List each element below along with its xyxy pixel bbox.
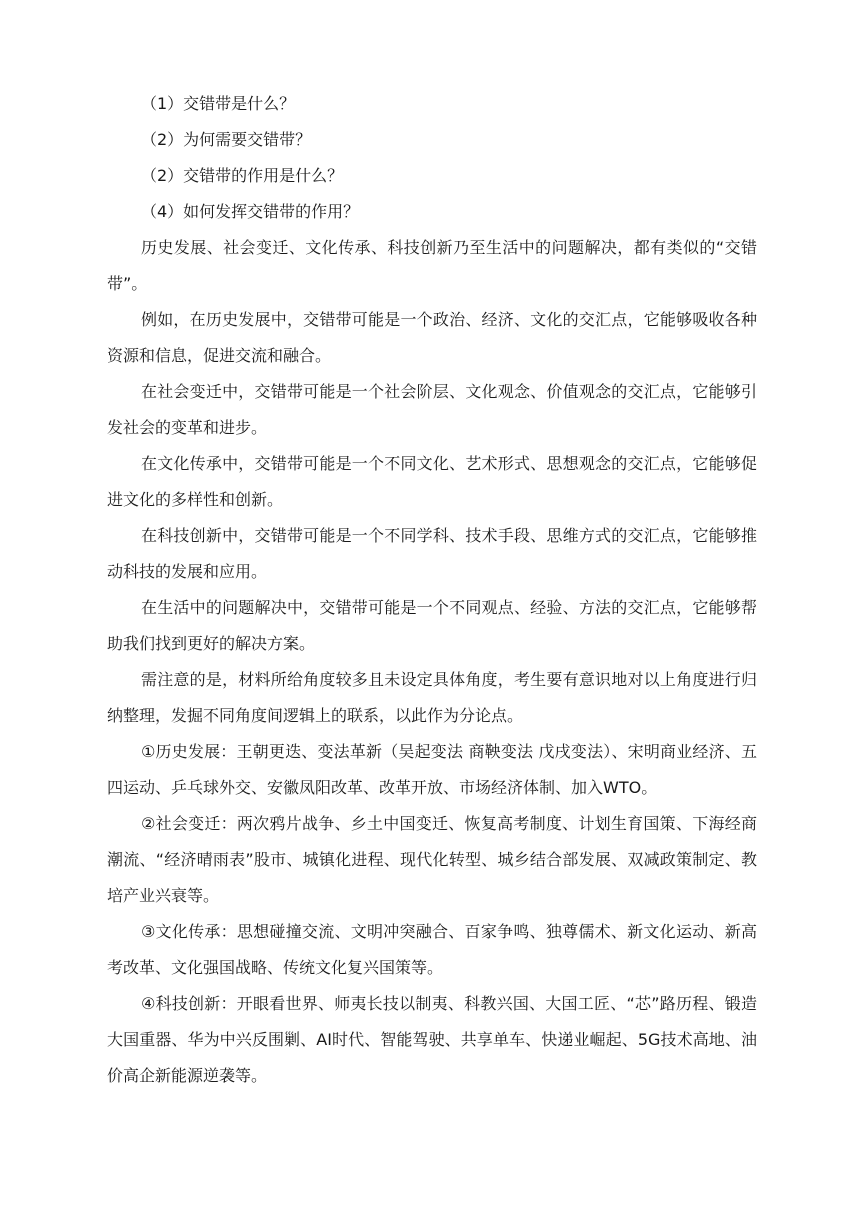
document-page	[107, 86, 757, 1094]
paragraph-point-society: ②社会变迁：两次鸦片战争、乡土中国变迁、恢复高考制度、计划生育国策、下海经商潮流、“经济晴雨表”股市、城镇化进程、现代化转型、城乡结合部发展、双减政策制定、教培产业兴衰等。	[107, 814, 757, 905]
paragraph-social-change: 在社会变迁中，交错带可能是一个社会阶层、文化观念、价值观念的交汇点，它能够引发社会的变革和进步。	[107, 382, 757, 437]
paragraph-point-history: ①历史发展：王朝更迭、变法革新（吴起变法 商鞅变法 戊戌变法）、宋明商业经济、五四运动、乒乓球外交、安徽凤阳改革、改革开放、市场经济体制、加入WTO。	[107, 742, 757, 797]
question-4: （4）如何发挥交错带的作用？	[141, 202, 360, 221]
paragraph-point-culture: ③文化传承：思想碰撞交流、文明冲突融合、百家争鸣、独尊儒术、新文化运动、新高考改革、文化强国战略、传统文化复兴国策等。	[107, 922, 757, 977]
paragraph-cultural-heritage: 在文化传承中，交错带可能是一个不同文化、艺术形式、思想观念的交汇点，它能够促进文化的多样性和创新。	[107, 454, 757, 509]
paragraph-note: 需注意的是，材料所给角度较多且未设定具体角度，考生要有意识地对以上角度进行归纳整理，发掘不同角度间逻辑上的联系，以此作为分论点。	[107, 670, 757, 725]
paragraph-tech-innovation: 在科技创新中，交错带可能是一个不同学科、技术手段、思维方式的交汇点，它能够推动科技的发展和应用。	[107, 526, 757, 581]
paragraph-point-technology: ④科技创新：开眼看世界、师夷长技以制夷、科教兴国、大国工匠、“芯”路历程、锻造大国重器、华为中兴反围剿、AI时代、智能驾驶、共享单车、快递业崛起、5G技术高地、油价高企新能源逆袭等。	[107, 994, 757, 1085]
paragraph-history-example: 例如，在历史发展中，交错带可能是一个政治、经济、文化的交汇点，它能够吸收各种资源和信息，促进交流和融合。	[107, 310, 757, 365]
paragraph-intro: 历史发展、社会变迁、文化传承、科技创新乃至生活中的问题解决，都有类似的“交错带”。	[107, 238, 757, 293]
question-3: （2）交错带的作用是什么？	[141, 166, 344, 185]
question-1: （1）交错带是什么？	[141, 94, 296, 113]
paragraph-problem-solving: 在生活中的问题解决中，交错带可能是一个不同观点、经验、方法的交汇点，它能够帮助我们找到更好的解决方案。	[107, 598, 757, 653]
question-2: （2）为何需要交错带？	[141, 130, 312, 149]
